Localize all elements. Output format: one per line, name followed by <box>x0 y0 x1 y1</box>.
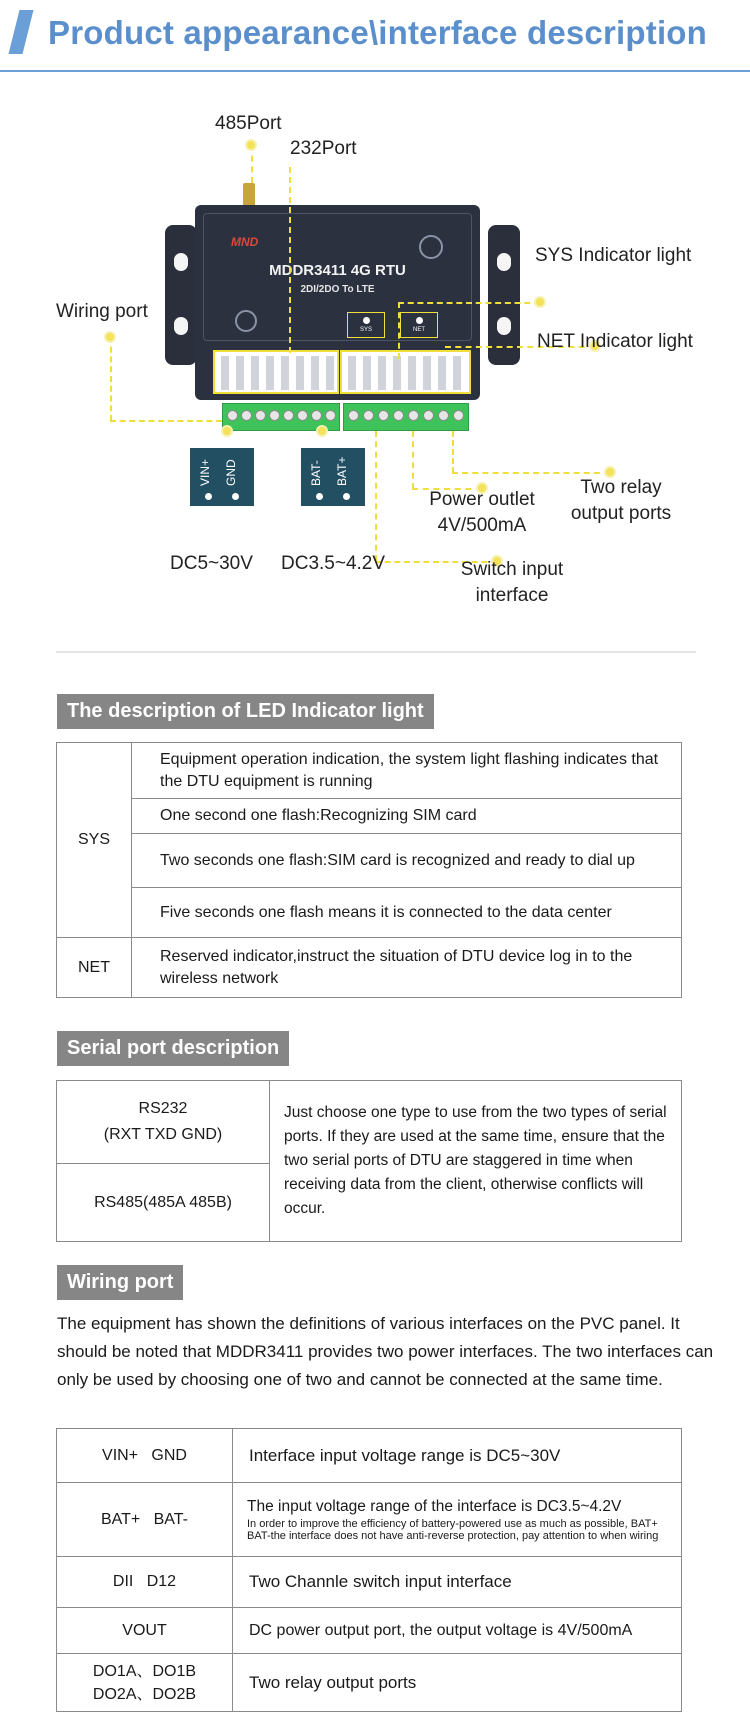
label-switch-input: Switch input interface <box>460 559 564 606</box>
signal-icon-small <box>235 310 257 332</box>
power-block-vin: VIN+ GND <box>190 448 254 506</box>
signal-icon <box>419 235 443 259</box>
wiring-row-note: In order to improve the efficiency of battery-powered use as much as possible, BAT+ BAT-the interface does not have anti-reverse protection, pay attention to when wiring <box>247 1517 659 1542</box>
led-sys-row: Equipment operation indication, the system light flashing indicates that the DTU equipment is running <box>132 743 682 799</box>
callout-dot-bat <box>316 425 328 437</box>
led-section-title: The description of LED Indicator light <box>57 694 434 729</box>
wiring-row-label: DII D12 <box>57 1557 233 1608</box>
pin-strip-right <box>340 350 471 394</box>
device-logo: MND <box>231 235 259 249</box>
device-model: MDDR3411 4G RTU <box>269 262 406 279</box>
wiring-row-desc: Two relay output ports <box>233 1654 682 1712</box>
callout-line-relay-h <box>452 472 610 474</box>
label-net-light: NET Indicator light <box>537 331 693 352</box>
callout-dot-485 <box>245 139 257 151</box>
callout-line-wiring-h <box>110 420 222 422</box>
wiring-table <box>56 1428 682 1712</box>
wiring-section-title: Wiring port <box>57 1265 183 1300</box>
label-232-port: 232Port <box>290 138 357 159</box>
net-indicator: NET <box>400 312 438 338</box>
led-net-row: Reserved indicator,instruct the situation of DTU device log in to the wireless network <box>132 938 682 998</box>
serial-rs232: RS232 (RXT TXD GND) <box>57 1081 270 1164</box>
power-block-bat: BAT- BAT+ <box>301 448 365 506</box>
sys-indicator: SYS <box>347 312 385 338</box>
terminal-block-right <box>343 403 469 431</box>
serial-section-title: Serial port description <box>57 1031 289 1066</box>
wiring-row-label: VOUT <box>57 1608 233 1654</box>
callout-line-232 <box>289 167 291 353</box>
serial-rs485: RS485(485A 485B) <box>57 1164 270 1242</box>
wiring-intro: The equipment has shown the definitions of various interfaces on the PVC panel. It should be noted that MDDR3411 provides two power interfaces. The two interfaces can only be used by choosing one of two and cannot be connected at the same time. <box>57 1314 714 1389</box>
product-diagram <box>0 75 750 665</box>
page-title: Product appearance\interface description <box>48 14 708 51</box>
led-net-label: NET <box>57 938 132 998</box>
led-sys-row: Two seconds one flash:SIM card is recognized and ready to dial up <box>132 834 682 888</box>
device-subtitle: 2DI/2DO To LTE <box>300 284 375 295</box>
wiring-row-desc: Two Channle switch input interface <box>233 1557 682 1608</box>
pin-strip-left <box>213 350 339 394</box>
wiring-row-desc: The input voltage range of the interface is DC3.5~4.2V In order to improve the efficiency of battery-powered use as much as possible, BAT+ BAT-the interface does not have anti-reverse protection, pay attention to when wiring <box>233 1483 682 1557</box>
led-sys-row: Five seconds one flash means it is connected to the data center <box>132 888 682 938</box>
label-dc-vin: DC5~30V <box>170 553 253 574</box>
title-underline <box>0 70 750 72</box>
callout-dot-wiring <box>104 331 116 343</box>
callout-line-relay <box>452 431 454 473</box>
wiring-row-label: VIN+ GND <box>57 1429 233 1483</box>
callout-line-sys <box>398 302 540 304</box>
label-two-relay: Two relay output ports <box>570 477 672 524</box>
callout-line-wiring <box>110 337 112 421</box>
callout-line-switch <box>375 431 377 561</box>
wiring-row-desc: Interface input voltage range is DC5~30V <box>233 1429 682 1483</box>
label-power-outlet: Power outlet 4V/500mA <box>429 489 535 536</box>
serial-description: Just choose one type to use from the two types of serial ports. If they are used at the same time, ensure that the two serial ports of DTU are staggered in time when receiving data from the client, otherwise conflicts will occur. <box>270 1081 682 1242</box>
label-dc-bat: DC3.5~4.2V <box>281 553 386 574</box>
led-table <box>56 742 682 998</box>
mounting-ear-right <box>488 225 520 365</box>
callout-dot-sys <box>534 296 546 308</box>
wiring-row-label: DO1A、DO1B DO2A、DO2B <box>57 1654 233 1712</box>
led-sys-label: SYS <box>57 743 132 938</box>
callout-dot-vin <box>221 425 233 437</box>
title-accent-bar <box>9 10 34 54</box>
wiring-row-label: BAT+ BAT- <box>57 1483 233 1557</box>
label-sys-light: SYS Indicator light <box>535 245 692 266</box>
serial-table <box>56 1080 682 1242</box>
led-sys-row: One second one flash:Recognizing SIM card <box>132 799 682 834</box>
label-485-port: 485Port <box>215 113 282 134</box>
callout-line-power <box>412 431 414 489</box>
section-divider <box>56 651 696 653</box>
mounting-ear-left <box>165 225 197 365</box>
wiring-row-desc: DC power output port, the output voltage is 4V/500mA <box>233 1608 682 1654</box>
callout-line-sys-v <box>398 302 400 359</box>
label-wiring-port: Wiring port <box>56 301 148 322</box>
